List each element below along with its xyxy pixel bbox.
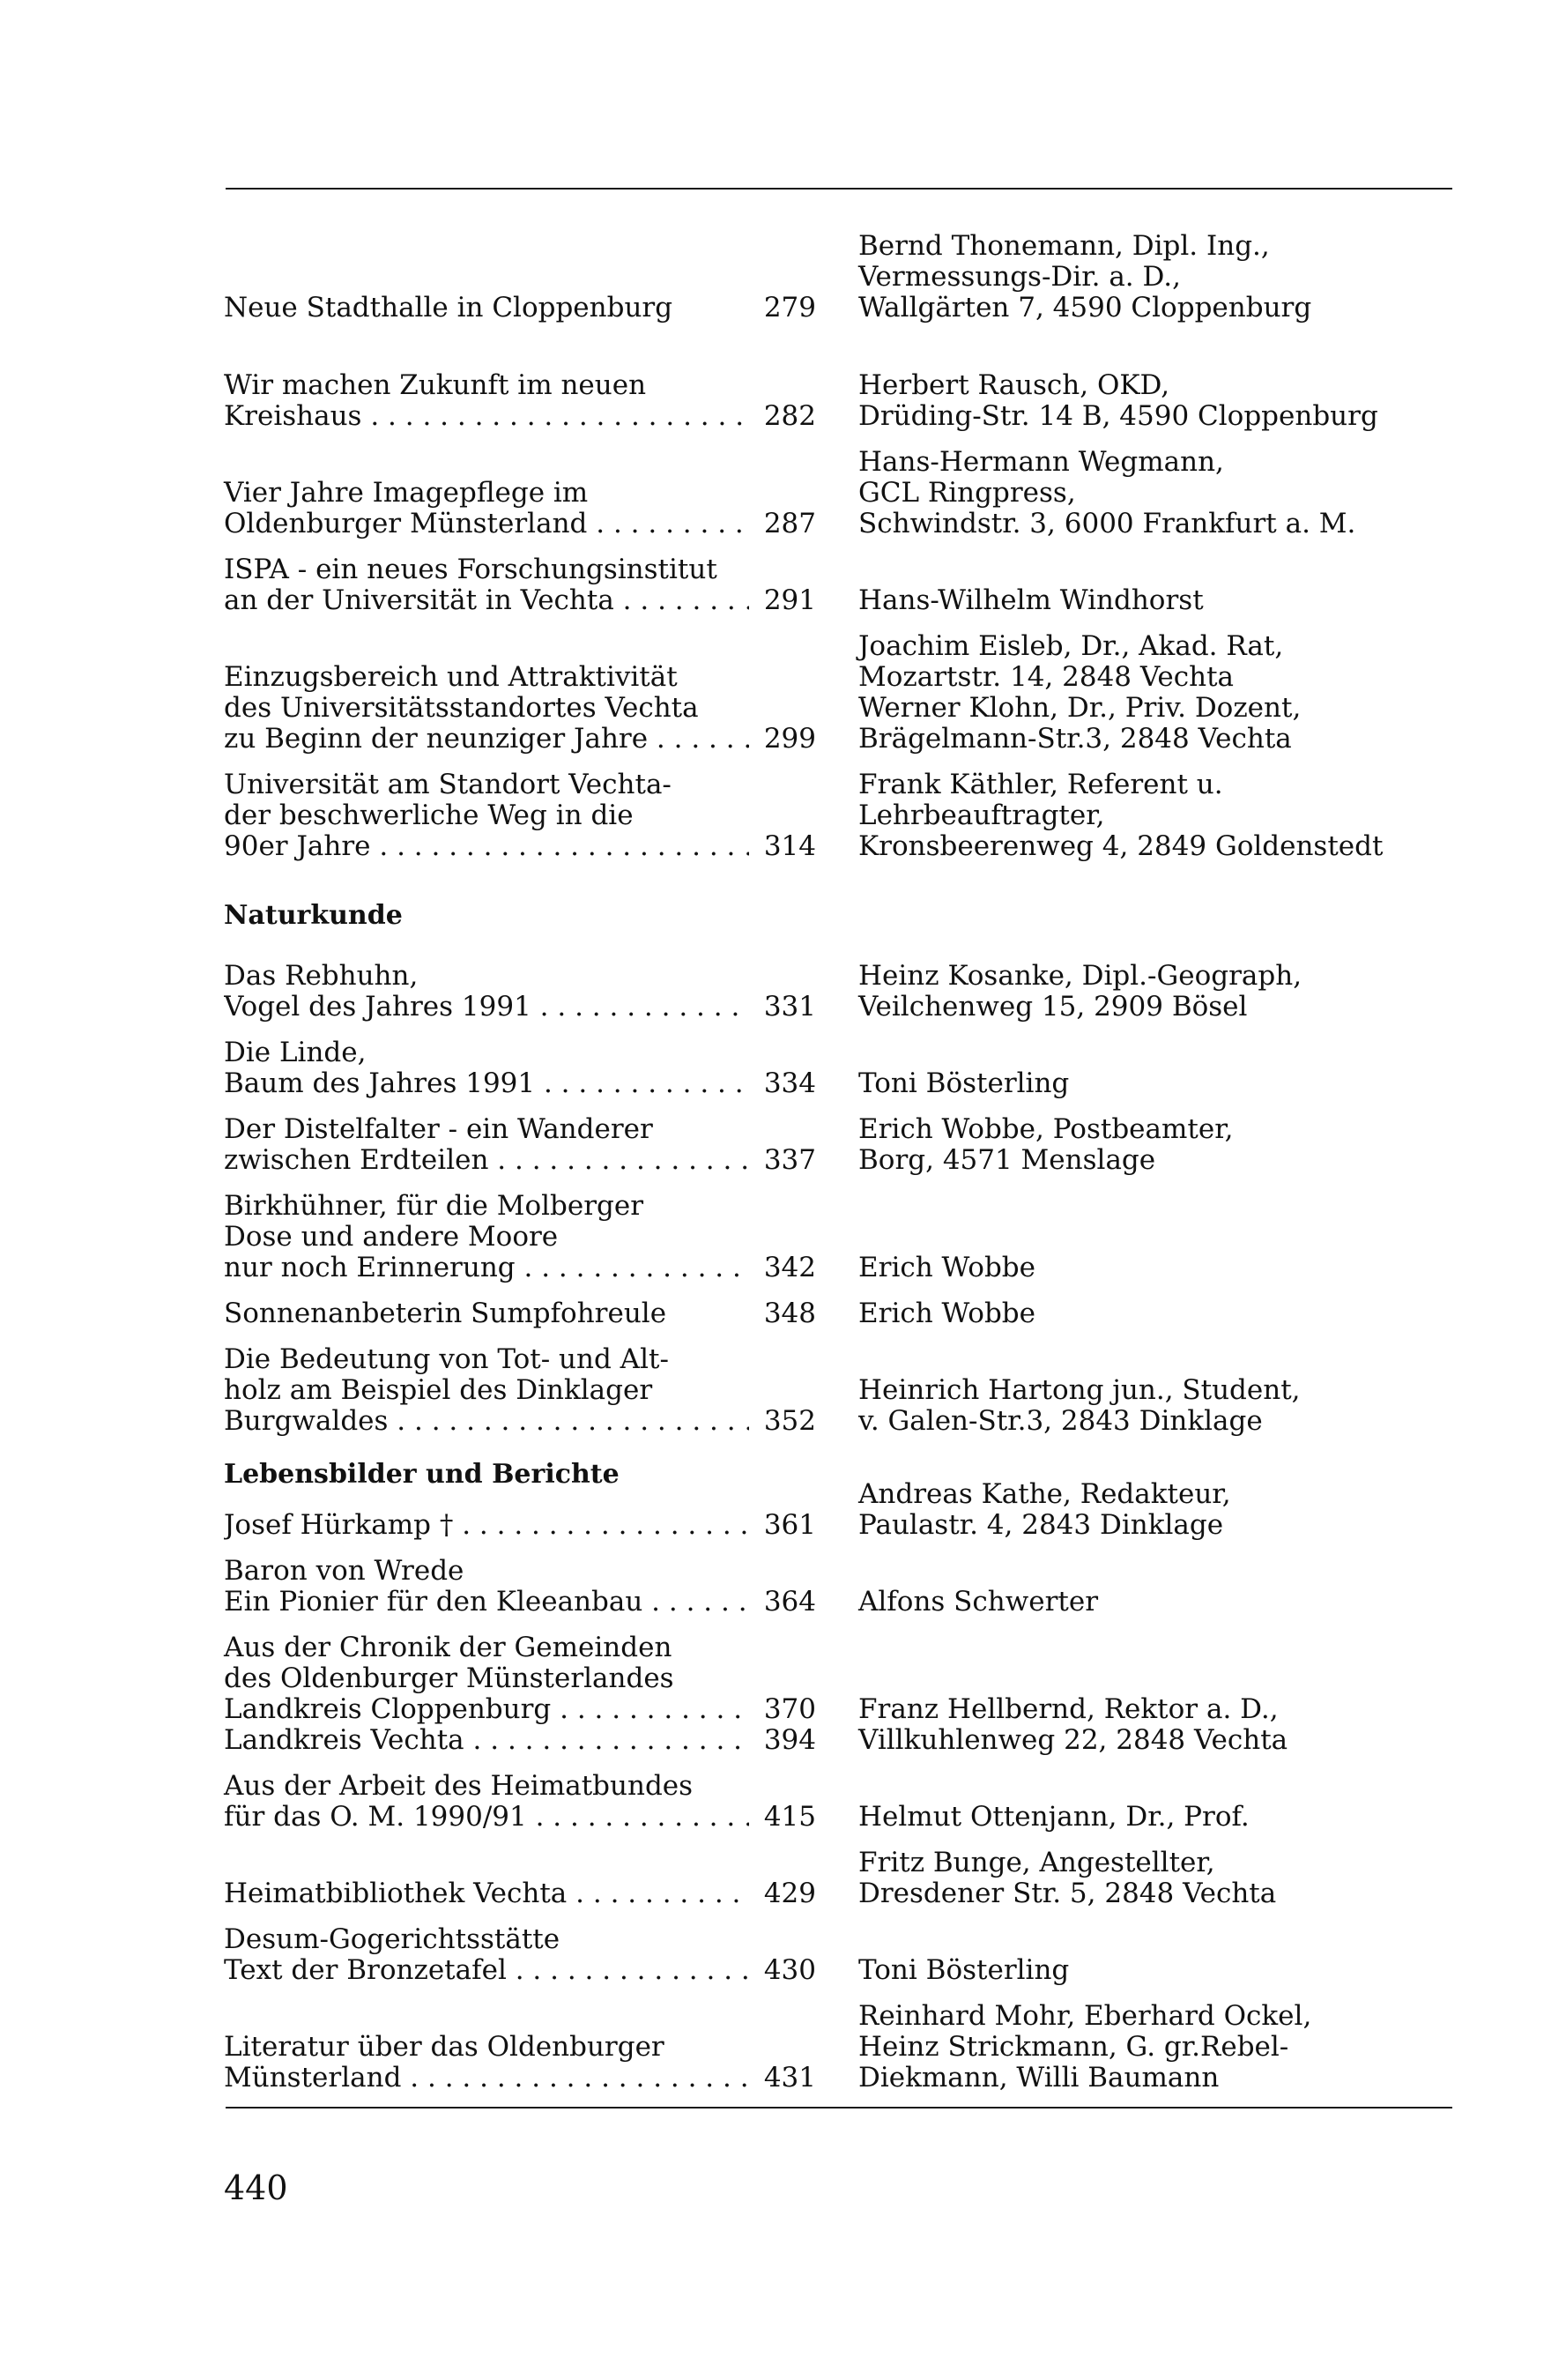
entry-page-number: 282	[749, 401, 816, 432]
entry-title-line: Das Rebhuhn,	[224, 960, 419, 992]
entry-title-line: Ein Pionier für den Kleeanbau . . .	[224, 1587, 814, 1618]
entry-title-line: Der Distelfalter - ein Wanderer	[224, 1113, 653, 1145]
entry-page-number: 431	[749, 2063, 816, 2094]
entry-title-line: Einzugsbereich und Attraktivität	[224, 661, 678, 693]
entry-title-line: nur noch Erinnerung . . .	[224, 1253, 814, 1283]
entry-author-line: Heinrich Hartong jun., Student,	[858, 1374, 1301, 1406]
entry-title-line: Die Linde,	[224, 1037, 367, 1068]
entry-title-line: Desum-Gogerichtsstätte	[224, 1923, 560, 1955]
entry-page-number: 299	[749, 724, 816, 755]
entry-page-number: 364	[749, 1587, 816, 1618]
entry-author-line: Villkuhlenweg 22, 2848 Vechta	[858, 1724, 1288, 1756]
entry-title-line: Münsterland . . .	[224, 2063, 814, 2094]
entry-page-number: 430	[749, 1955, 816, 1986]
entry-title-line: Vier Jahre Imagepflege im	[224, 477, 589, 509]
entry-page-number: 314	[749, 831, 816, 862]
entry-author-line: Fritz Bunge, Angestellter,	[858, 1847, 1215, 1878]
entry-page-number: 287	[749, 509, 816, 539]
entry-author-line: Frank Käthler, Referent u.	[858, 769, 1223, 800]
entry-author-line: Lehrbeauftragter,	[858, 800, 1105, 831]
entry-author-line: Toni Bösterling	[858, 1954, 1070, 1986]
entry-author-line: Veilchenweg 15, 2909 Bösel	[858, 991, 1248, 1023]
entry-title-line: holz am Beispiel des Dinklager	[224, 1374, 653, 1406]
entry-author-line: Bernd Thonemann, Dipl. Ing.,	[858, 230, 1270, 262]
entry-title-line: Birkhühner, für die Molberger	[224, 1190, 644, 1222]
entry-title-line: der beschwerliche Weg in die	[224, 800, 634, 831]
entry-title-line: Aus der Arbeit des Heimatbundes	[224, 1770, 694, 1802]
entry-title-line: Landkreis Vechta . . .	[224, 1725, 814, 1756]
bottom-rule	[226, 2107, 1452, 2109]
entry-title-line: an der Universität in Vechta . . .	[224, 585, 814, 616]
entry-author-line: Brägelmann-Str.3, 2848 Vechta	[858, 723, 1292, 755]
entry-page-number: 370	[749, 1694, 816, 1725]
entry-author-line: Andreas Kathe, Redakteur,	[858, 1478, 1231, 1510]
entry-title-line: des Universitätsstandortes Vechta	[224, 692, 699, 724]
entry-author-line: Heinz Strickmann, G. gr.Rebel-	[858, 2031, 1289, 2063]
entry-author-line: Reinhard Mohr, Eberhard Ockel,	[858, 2000, 1312, 2032]
entry-author-line: Drüding-Str. 14 B, 4590 Cloppenburg	[858, 400, 1378, 432]
entry-author-line: Borg, 4571 Menslage	[858, 1144, 1156, 1176]
entry-page-number: 429	[749, 1878, 816, 1909]
entry-title-line: Heimatbibliothek Vechta . . .	[224, 1878, 814, 1909]
entry-author-line: GCL Ringpress,	[858, 477, 1076, 509]
entry-author-line: Kronsbeerenweg 4, 2849 Goldenstedt	[858, 830, 1384, 862]
entry-title-line: Die Bedeutung von Tot- und Alt-	[224, 1343, 669, 1375]
entry-page-number: 361	[749, 1510, 816, 1541]
entry-author-line: Diekmann, Willi Baumann	[858, 2062, 1220, 2094]
entry-page-number: 334	[749, 1068, 816, 1099]
entry-author-line: v. Galen-Str.3, 2843 Dinklage	[858, 1405, 1263, 1437]
entry-title-line: Baron von Wrede	[224, 1555, 464, 1587]
entry-page-number: 337	[749, 1145, 816, 1176]
entry-title-line: ISPA - ein neues Forschungsinstitut	[224, 554, 717, 585]
entry-author-line: Werner Klohn, Dr., Priv. Dozent,	[858, 692, 1302, 724]
entry-author-line: Franz Hellbernd, Rektor a. D.,	[858, 1693, 1279, 1725]
entry-title-line: Aus der Chronik der Gemeinden	[224, 1632, 672, 1663]
entry-page-number: 291	[749, 585, 816, 616]
entry-author-line: Hans-Wilhelm Windhorst	[858, 584, 1204, 616]
entry-title-line: Vogel des Jahres 1991 . . .	[224, 992, 814, 1023]
entry-author-line: Paulastr. 4, 2843 Dinklage	[858, 1509, 1224, 1541]
entry-title-line: zwischen Erdteilen . . .	[224, 1145, 814, 1176]
entry-author-line: Toni Bösterling	[858, 1067, 1070, 1099]
entry-title-line: Oldenburger Münsterland . . .	[224, 509, 814, 539]
entry-page-number: 279	[749, 293, 816, 324]
entry-author-line: Vermessungs-Dir. a. D.,	[858, 261, 1181, 293]
entry-author-line: Joachim Eisleb, Dr., Akad. Rat,	[858, 630, 1284, 662]
section-heading: Lebensbilder und Berichte	[224, 1459, 620, 1490]
entry-page-number: 331	[749, 992, 816, 1023]
entry-author-line: Erich Wobbe	[858, 1252, 1036, 1283]
entry-title-line: Wir machen Zukunft im neuen	[224, 369, 647, 401]
entry-author-line: Dresdener Str. 5, 2848 Vechta	[858, 1878, 1277, 1909]
entry-page-number: 348	[749, 1298, 816, 1329]
entry-title-line: für das O. M. 1990/91 . . .	[224, 1802, 814, 1833]
entry-title-line: des Oldenburger Münsterlandes	[224, 1662, 674, 1694]
entry-author-line: Mozartstr. 14, 2848 Vechta	[858, 661, 1235, 693]
entry-author-line: Alfons Schwerter	[858, 1586, 1099, 1618]
page-number: 440	[224, 2168, 288, 2207]
entry-author-line: Hans-Hermann Wegmann,	[858, 446, 1224, 478]
entry-title-line: Burgwaldes . . .	[224, 1406, 814, 1437]
entry-title-line: Sonnenanbeterin Sumpfohreule	[224, 1298, 667, 1329]
entry-page-number: 342	[749, 1253, 816, 1283]
entry-title-line: Universität am Standort Vechta-	[224, 769, 672, 800]
entry-title-line: Text der Bronzetafel . . .	[224, 1955, 814, 1986]
entry-page-number: 352	[749, 1406, 816, 1437]
entry-title-line: Neue Stadthalle in Cloppenburg	[224, 293, 673, 324]
entry-page-number: 394	[749, 1725, 816, 1756]
entry-author-line: Wallgärten 7, 4590 Cloppenburg	[858, 292, 1312, 324]
entry-author-line: Helmut Ottenjann, Dr., Prof.	[858, 1801, 1250, 1833]
entry-author-line: Schwindstr. 3, 6000 Frankfurt a. M.	[858, 508, 1356, 539]
entry-title-line: 90er Jahre . . .	[224, 831, 814, 862]
entry-title-line: Kreishaus . . .	[224, 401, 814, 432]
entry-page-number: 415	[749, 1802, 816, 1833]
entry-title-line: Josef Hürkamp † . . .	[224, 1510, 814, 1541]
entry-author-line: Herbert Rausch, OKD,	[858, 369, 1170, 401]
entry-title-line: Dose und andere Moore	[224, 1221, 559, 1253]
top-rule	[226, 188, 1452, 190]
section-heading: Naturkunde	[224, 900, 403, 931]
entry-title-line: Literatur über das Oldenburger	[224, 2031, 664, 2063]
entry-author-line: Erich Wobbe, Postbeamter,	[858, 1113, 1234, 1145]
entry-author-line: Erich Wobbe	[858, 1298, 1036, 1329]
entry-author-line: Heinz Kosanke, Dipl.-Geograph,	[858, 960, 1302, 992]
entry-title-line: Baum des Jahres 1991 . . .	[224, 1068, 814, 1099]
entry-title-line: zu Beginn der neunziger Jahre . . .	[224, 724, 814, 755]
entry-title-line: Landkreis Cloppenburg . . .	[224, 1694, 814, 1725]
